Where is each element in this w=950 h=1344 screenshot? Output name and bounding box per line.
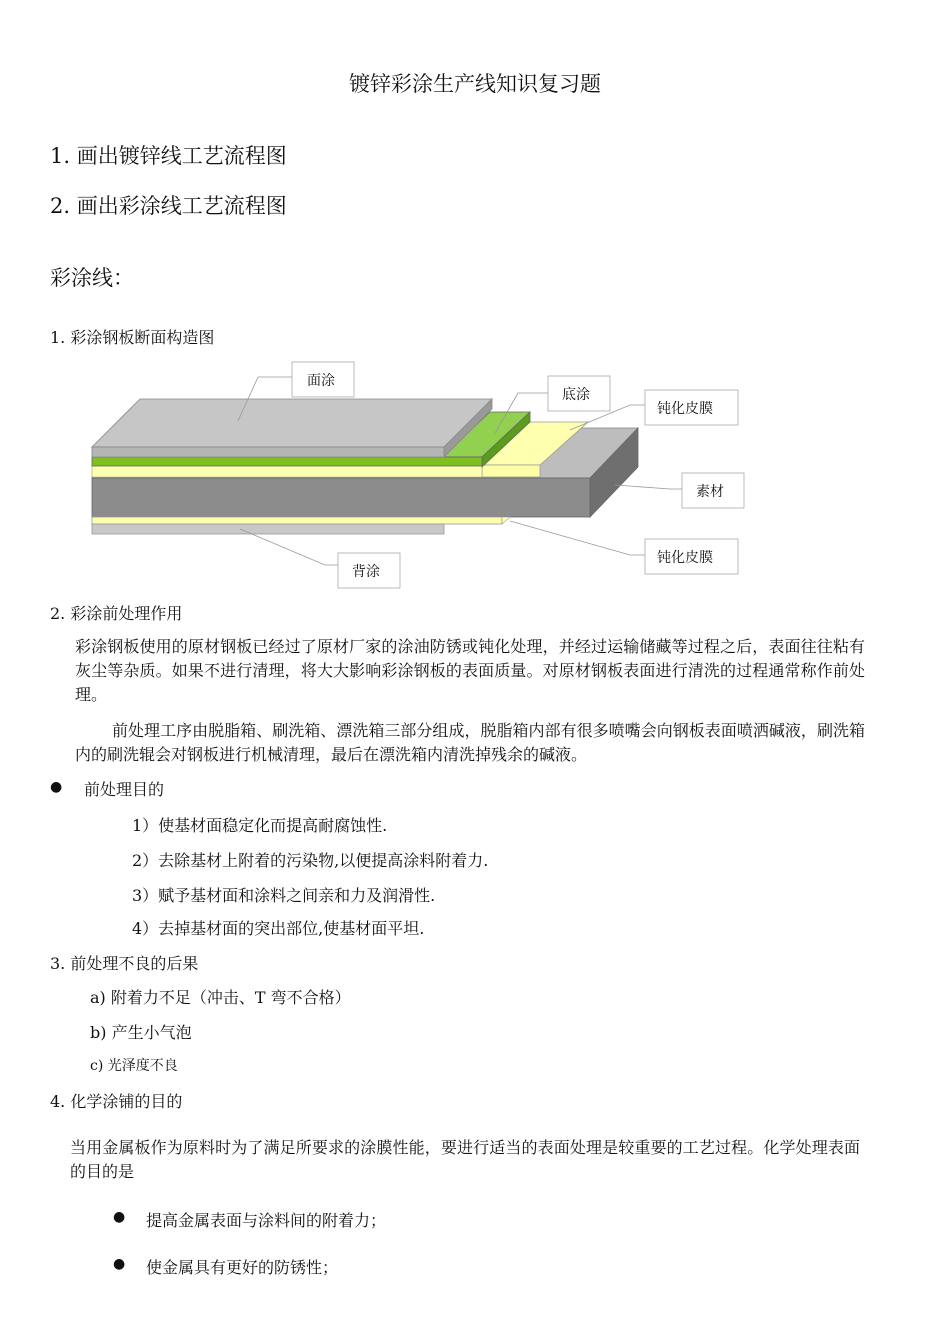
consequence-item: b) 产生小气泡 bbox=[90, 1023, 192, 1042]
top-coat-layer bbox=[92, 447, 444, 457]
section-4-paragraph: 当用金属板作为原料时为了满足所要求的涂膜性能，要进行适当的表面处理是较重要的工艺过程。化学处理表面的目的是 bbox=[70, 1138, 860, 1181]
passivation-top-layer bbox=[482, 465, 540, 477]
purpose-item: 3）赋予基材面和涂料之间亲和力及润滑性. bbox=[132, 886, 436, 905]
label-top-coat: 面涂 bbox=[307, 373, 335, 389]
purpose-item: 2）去除基材上附着的污染物,以便提高涂料附着力. bbox=[132, 851, 489, 870]
bullet-icon: ● bbox=[113, 1256, 126, 1272]
cross-section-diagram bbox=[70, 355, 770, 595]
passivation-bottom-layer bbox=[92, 517, 502, 524]
question-1: 1. 画出镀锌线工艺流程图 bbox=[50, 144, 287, 168]
section-3-heading: 3. 前处理不良的后果 bbox=[50, 954, 199, 973]
primer-layer bbox=[92, 457, 482, 466]
section-4-heading: 4. 化学涂铺的目的 bbox=[50, 1092, 183, 1111]
label-passivation-bottom: 钝化皮膜 bbox=[657, 550, 713, 566]
purpose-bullet: 提高金属表面与涂料间的附着力； bbox=[146, 1211, 387, 1230]
section-heading: 彩涂线： bbox=[50, 266, 134, 290]
purpose-item: 4）去掉基材面的突出部位,使基材面平坦. bbox=[132, 919, 425, 938]
section-1-heading: 1. 彩涂钢板断面构造图 bbox=[50, 328, 215, 347]
section-2-paragraph-2: 前处理工序由脱脂箱、刷洗箱、漂洗箱三部分组成，脱脂箱内部有很多喷嘴会向钢板表面喷洒碱液，刷洗箱内的刷洗辊会对钢板进行机械清理，最后在漂洗箱内清洗掉残余的碱液。 bbox=[75, 721, 865, 764]
section-2-heading: 2. 彩涂前处理作用 bbox=[50, 604, 183, 623]
purpose-heading: 前处理目的 bbox=[84, 780, 165, 799]
substrate-layer bbox=[92, 478, 590, 517]
label-primer: 底涂 bbox=[562, 387, 590, 403]
purpose-item: 1）使基材面稳定化而提高耐腐蚀性. bbox=[132, 816, 388, 835]
label-back-coat: 背涂 bbox=[352, 564, 380, 580]
bullet-icon: ● bbox=[50, 779, 63, 795]
label-passivation-top: 钝化皮膜 bbox=[657, 401, 713, 417]
label-substrate: 素材 bbox=[696, 484, 724, 500]
consequence-item: a) 附着力不足（冲击、T 弯不合格） bbox=[90, 988, 351, 1007]
section-2-paragraph-1: 彩涂钢板使用的原材钢板已经过了原材厂家的涂油防锈或钝化处理，并经过运输储藏等过程之后，表面往往粘有灰尘等杂质。如果不进行清理，将大大影响彩涂钢板的表面质量。对原材钢板表面进行清洗的过程通常称作前处理。 bbox=[75, 637, 865, 704]
question-2: 2. 画出彩涂线工艺流程图 bbox=[50, 194, 287, 218]
bullet-icon: ● bbox=[113, 1209, 126, 1225]
back-coat-layer bbox=[92, 524, 444, 534]
purpose-bullet: 使金属具有更好的防锈性； bbox=[146, 1258, 339, 1277]
document-title: 镀锌彩涂生产线知识复习题 bbox=[349, 72, 601, 96]
consequence-item: c) 光泽度不良 bbox=[90, 1058, 178, 1074]
